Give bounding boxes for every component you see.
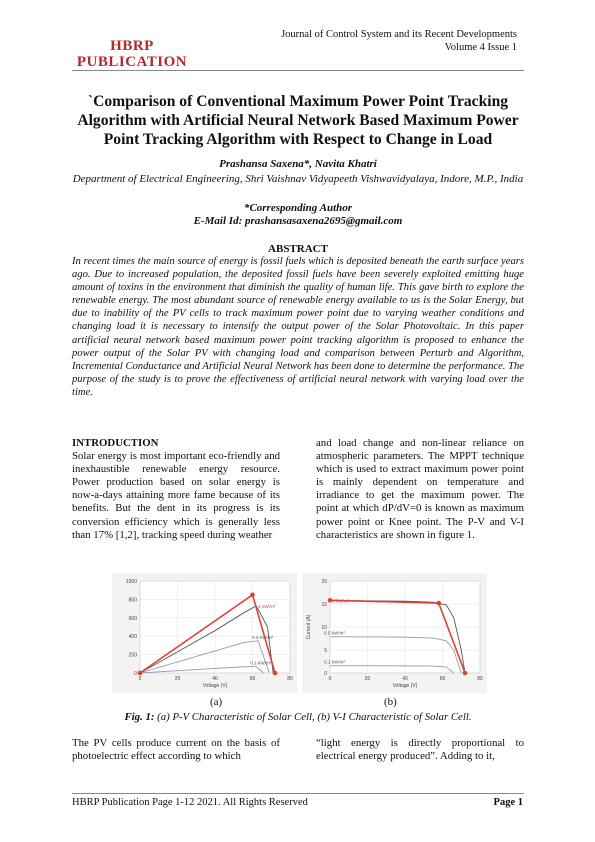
footer-copyright: HBRP Publication Page 1-12 2021. All Rights Reserved — [72, 797, 308, 808]
subfigure-label-b: (b) — [384, 696, 397, 708]
x-tick-label: 40 — [402, 676, 408, 682]
intro-paragraph-left: Solar energy is most important eco-friendly and inexhaustible renewable energy resource. Power production based on solar energy is now-a-days attaining more fame because of its benefits. But the dent in its progress is its conversion efficiency which is generally less than 17% [1,2], tracking speed during weather — [72, 450, 280, 541]
series-label: 1 kW/m² — [258, 603, 276, 609]
y-tick-label: 800 — [128, 597, 137, 604]
journal-header — [281, 28, 517, 54]
y-axis-label: Current (A) — [306, 614, 312, 640]
corresponding-block — [72, 202, 524, 228]
series-label: 1 kW/m² — [332, 598, 350, 604]
series-label: 0.1 kW/m² — [250, 660, 272, 666]
y-tick-label: 600 — [128, 615, 137, 622]
corresponding-author: *Corresponding Author — [243, 202, 353, 214]
x-tick-label: 20 — [174, 676, 181, 682]
y-tick-label: 400 — [128, 634, 137, 641]
chart-pv — [112, 573, 297, 693]
caption-label: Fig. 1: — [124, 711, 155, 723]
y-tick-label: 200 — [128, 652, 137, 659]
footer-divider — [72, 793, 524, 794]
intro-paragraph-right: and load change and non-linear reliance on atmospheric parameters. The MPPT technique which is used to extract maximum power point is mainly dependent on temperature and irradiance to get the maximum power. The point at which dP/dV=0 is known as maximum power point or Knee point. The P-V and V-I characteristics are shown in figure 1. — [316, 437, 524, 541]
subfigure-label-a: (a) — [210, 696, 223, 708]
x-tick-label: 80 — [287, 676, 293, 682]
logo-line1: HBRP — [110, 38, 154, 54]
x-tick-label: 20 — [364, 676, 371, 682]
chart-vi — [302, 573, 487, 693]
x-tick-label: 80 — [477, 676, 483, 682]
body-paragraph-right: “light energy is directly proportional to electrical energy produced”. Adding to it, — [316, 737, 524, 763]
y-tick-label: 0 — [134, 671, 137, 677]
y-tick-label: 15 — [321, 602, 327, 608]
figure-caption — [72, 711, 524, 723]
caption-text: (a) P-V Characteristic of Solar Cell, (b) V-I Characteristic of Solar Cell. — [154, 711, 472, 723]
series-label: 0.1 kW/m² — [324, 659, 345, 665]
x-tick-label: 40 — [212, 676, 218, 682]
affiliation: Department of Electrical Engineering, Shri Vaishnav Vidyapeeth Vishwavidyalaya, Indore, M.P., India — [72, 173, 524, 185]
series-label: 0.5 kW/m² — [252, 634, 274, 640]
authors: Prashansa Saxena*, Navita Khatri — [219, 158, 377, 170]
x-tick-label: 0 — [138, 676, 142, 682]
logo-line2: PUBLICATION — [76, 54, 188, 70]
page-number: Page 1 — [493, 797, 523, 808]
paper-title: `Comparison of Conventional Maximum Power Point Tracking Algorithm with Artificial Neural Network Based Maximum Power Point Tracking Algorithm with Respect to Change in Load — [77, 93, 519, 148]
journal-volume: Volume 4 Issue 1 — [444, 42, 517, 53]
mpp-point — [250, 593, 255, 598]
journal-name: Journal of Control System and its Recent Developments — [281, 29, 517, 40]
mpp-point — [273, 671, 278, 676]
header-divider — [72, 70, 524, 71]
mpp-point — [463, 671, 468, 676]
intro-column-left — [72, 437, 280, 542]
intro-heading: INTRODUCTION — [72, 437, 159, 449]
series-label: 0.5 kW/m² — [324, 630, 345, 636]
y-tick-label: 0 — [324, 671, 327, 677]
x-tick-label: 60 — [249, 676, 256, 682]
mpp-point — [436, 601, 441, 606]
figure-1 — [112, 573, 512, 693]
abstract-heading: ABSTRACT — [268, 243, 328, 255]
y-tick-label: 10 — [321, 625, 327, 631]
x-axis-label: Voltage (V) — [202, 683, 228, 689]
mpp-point — [138, 671, 143, 676]
x-axis-label: Voltage (V) — [392, 683, 418, 689]
publisher-logo — [72, 38, 192, 70]
y-tick-label: 20 — [321, 579, 327, 585]
y-tick-label: 1000 — [125, 579, 137, 585]
email[interactable]: E-Mail Id: prashansasaxena2695@gmail.com — [193, 215, 403, 227]
abstract-text: In recent times the main source of energy is fossil fuels which is deposited beneath the earth surface years ago. Due to increased population, the deposited fossil fuels have been severely exploited emitting huge amount of toxins in the environment that diminish the quality of human life. This gave birth to explore the renewable energy. The most abundant source of renewable energy available to us is the Solar Energy, but due to inability of the PV cells to track maximum power point due to varying weather conditions and changing load it is necessary to intensify the output power of the Solar Photovoltaic. In this paper artificial neural network based maximum power point tracking algorithm is proposed to enhance the power output of the Solar PV with changing load and comparison between Perturb and Algorithm, Incremental Conductance and Artificial Neural Network has been done to determine the performance. The purpose of the study is to prove the effectiveness of artificial neural network with varying load over the time. — [72, 256, 524, 398]
body-paragraph-left: The PV cells produce current on the basis of photoelectric effect according to which — [72, 737, 280, 763]
y-tick-label: 5 — [324, 648, 327, 654]
x-tick-label: 0 — [328, 676, 332, 682]
x-tick-label: 60 — [439, 676, 446, 682]
mpp-point — [328, 598, 333, 603]
